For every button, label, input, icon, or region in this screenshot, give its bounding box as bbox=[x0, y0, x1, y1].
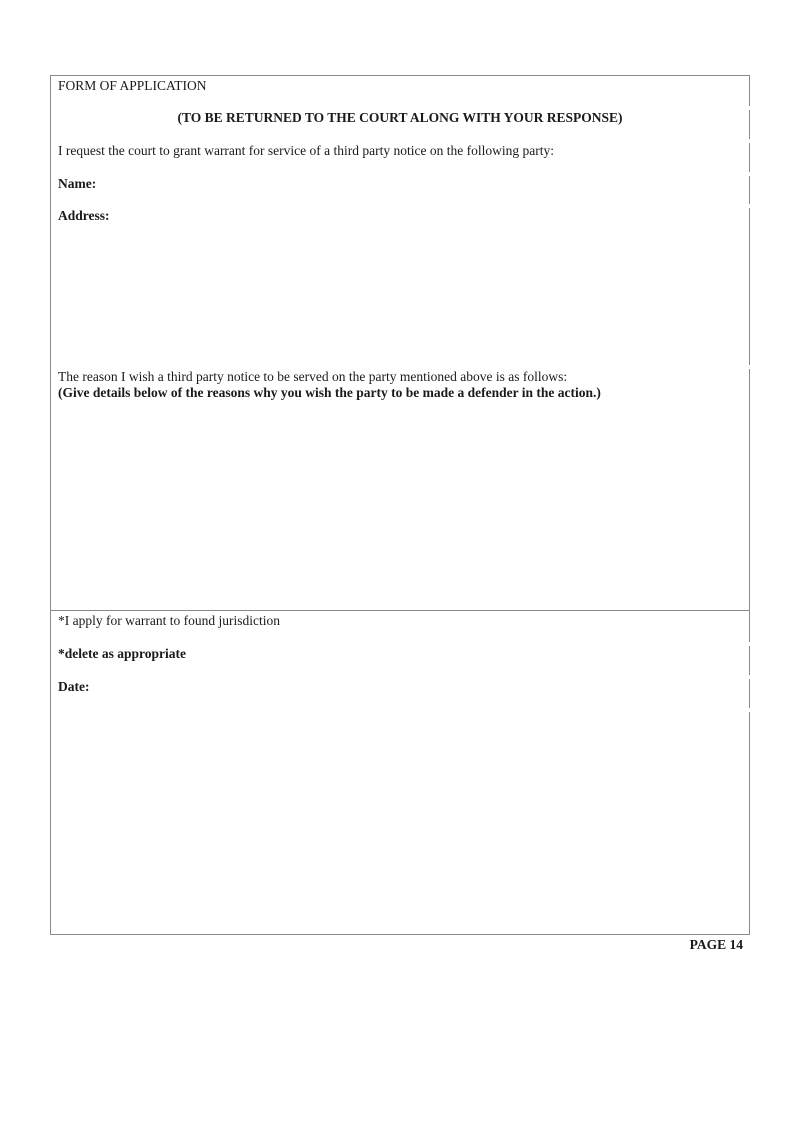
form-heading: FORM OF APPLICATION bbox=[58, 78, 207, 93]
reason-text: The reason I wish a third party notice to be served on the party mentioned above is as follows: bbox=[58, 369, 568, 384]
name-label: Name: bbox=[58, 176, 97, 191]
section-divider bbox=[51, 610, 749, 611]
address-label: Address: bbox=[58, 208, 110, 223]
delete-note: *delete as appropriate bbox=[58, 646, 186, 661]
border-gap bbox=[749, 139, 750, 143]
application-form bbox=[50, 75, 750, 935]
jurisdiction-text: *I apply for warrant to found jurisdiction bbox=[58, 613, 280, 628]
request-text: I request the court to grant warrant for service of a third party notice on the following party: bbox=[58, 143, 554, 158]
reason-instruction: (Give details below of the reasons why you wish the party to be made a defender in the action.) bbox=[58, 385, 601, 400]
border-gap bbox=[749, 642, 750, 646]
border-gap bbox=[749, 708, 750, 712]
page-number: PAGE 14 bbox=[689, 937, 743, 952]
border-gap bbox=[749, 365, 750, 369]
border-gap bbox=[749, 106, 750, 110]
border-gap bbox=[749, 172, 750, 176]
border-gap bbox=[749, 204, 750, 208]
border-gap bbox=[749, 675, 750, 679]
form-subheading: (TO BE RETURNED TO THE COURT ALONG WITH YOUR RESPONSE) bbox=[177, 110, 623, 125]
date-label: Date: bbox=[58, 679, 90, 694]
